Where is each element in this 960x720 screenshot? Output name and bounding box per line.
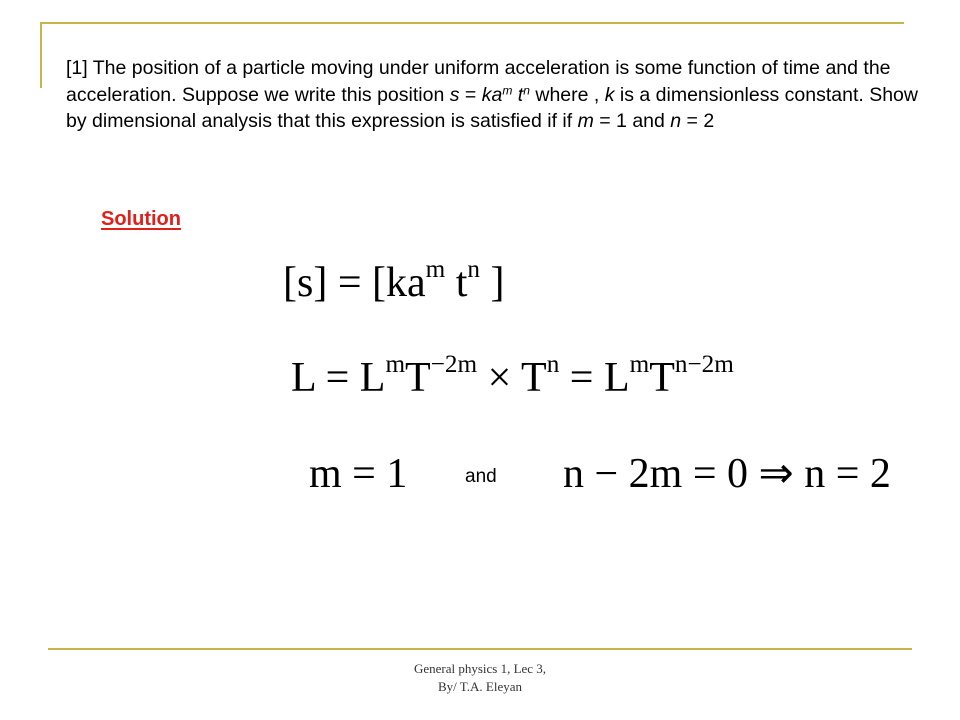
exp-m: m <box>502 82 513 97</box>
var-t: t <box>517 83 524 106</box>
var-ka: ka <box>481 83 503 106</box>
equation-dimensions: $[s] = [ka^m$ $t^n$ ] <box>283 256 505 306</box>
bottom-border-line <box>48 648 912 650</box>
var-s: s <box>449 83 460 106</box>
footer-course: General physics 1, Lec 3, <box>413 661 547 676</box>
left-border-line <box>40 22 42 88</box>
footer <box>0 660 960 696</box>
var-n: n <box>670 110 682 132</box>
top-border-line <box>40 22 904 24</box>
var-m: m <box>577 110 594 132</box>
problem-statement: [1] The position of a particle moving under uniform acceleration is some function of time and the acceleration. Suppose we write this position $s = ka^m$ $t^n$ where , k is a dimensionless constant. Show by dimensional analysis that this expression is satisfied if if m = 1 and n = 2 <box>66 57 918 132</box>
equation-n-value: n − 2m = 0 ⇒ n = 2 <box>563 451 891 497</box>
var-k: k <box>604 83 615 106</box>
exp-n: n <box>523 82 530 97</box>
equation-m-value: m = 1 <box>309 451 408 497</box>
equation-expansion: $L = L^mT^{-2m} \times T^n = L^mT^{n-2m}$ <box>291 351 734 401</box>
connector-and: and <box>465 466 497 487</box>
footer-author: By/ T.A. Eleyan <box>437 679 522 694</box>
solution-heading: Solution <box>101 208 181 230</box>
